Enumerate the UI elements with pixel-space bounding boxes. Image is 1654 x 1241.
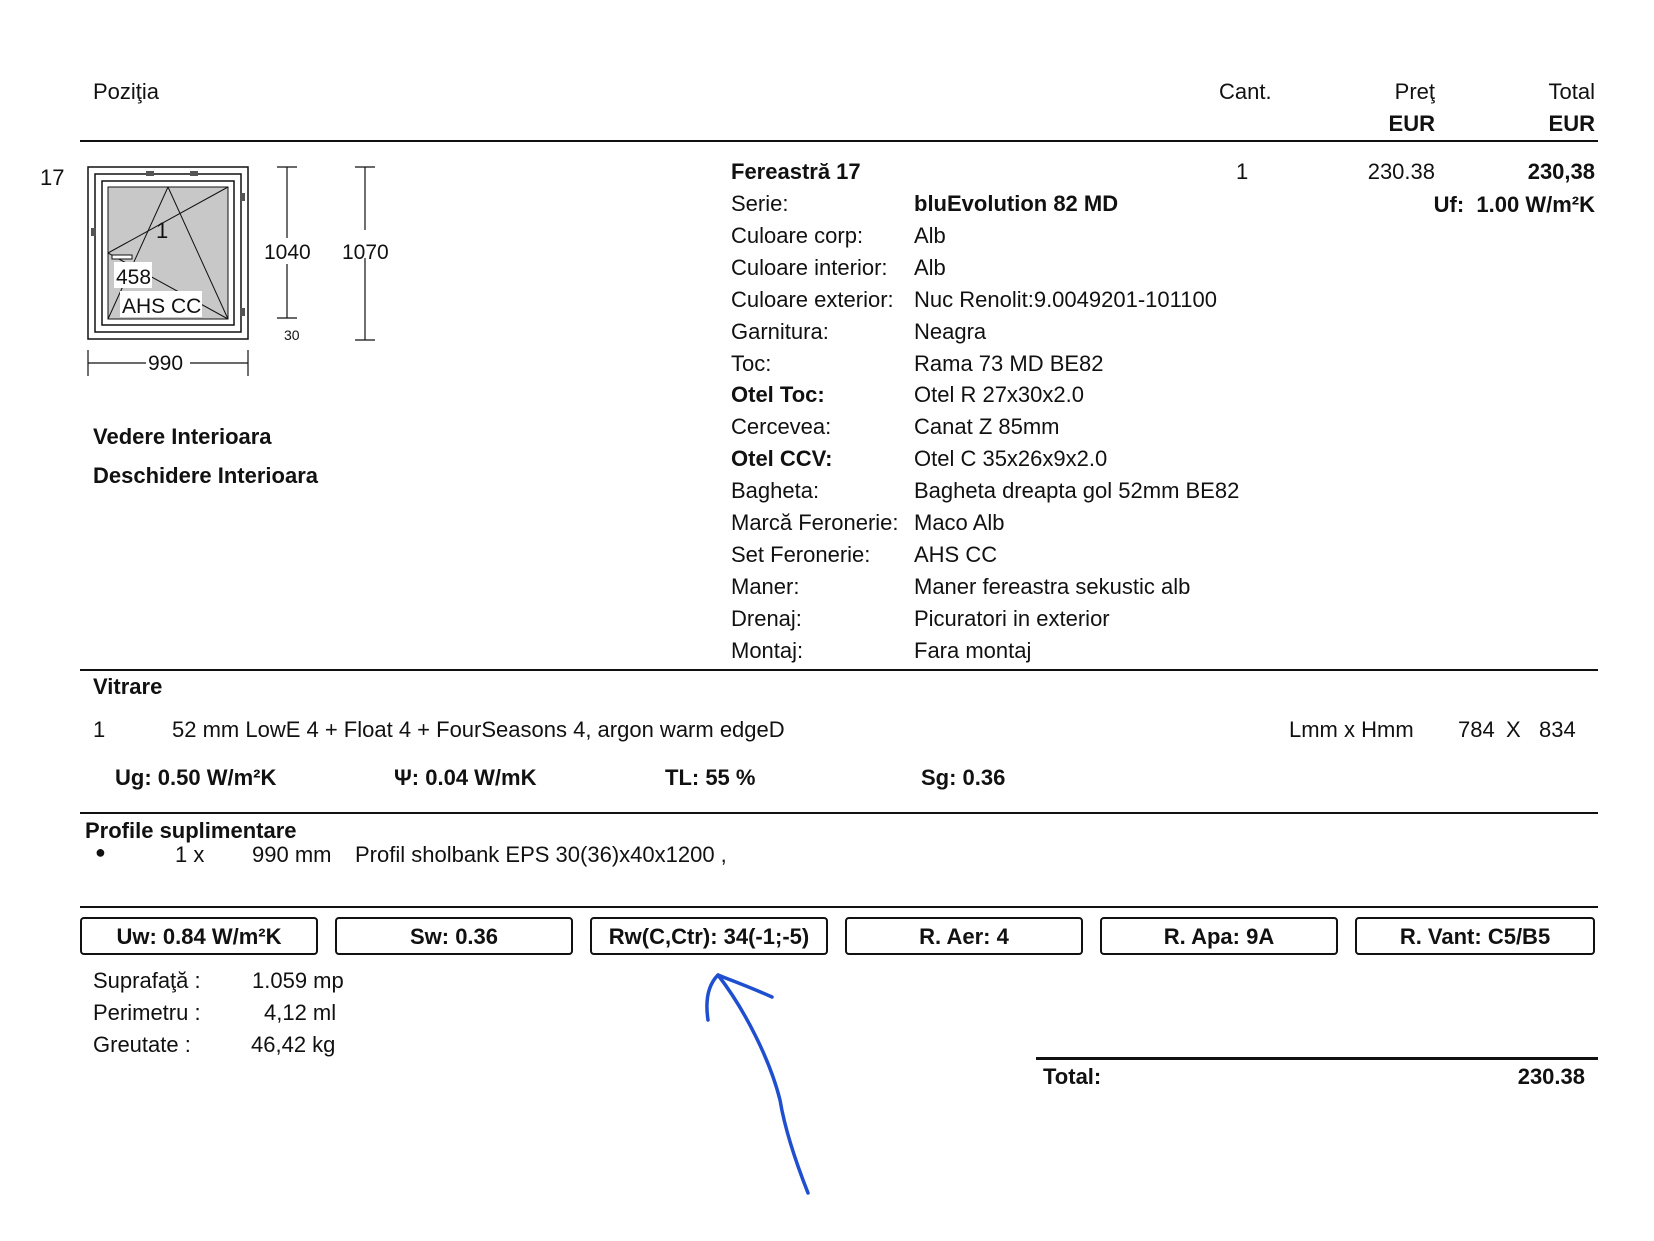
height-outer-dimension: 1070 (342, 241, 389, 264)
glazing-width: 784 (1458, 717, 1495, 742)
spec-label: Toc: (731, 351, 772, 376)
glazing-index: 1 (93, 717, 106, 742)
item-number: 17 (40, 165, 65, 190)
profile-bullet: ● (95, 842, 106, 862)
spec-value: Alb (914, 255, 946, 280)
weight-label: Greutate : (93, 1032, 191, 1057)
spec-label: Culoare exterior: (731, 287, 894, 312)
glazing-size-label: Lmm x Hmm (1289, 717, 1414, 742)
spec-value: Nuc Renolit:9.0049201-101100 (914, 287, 1217, 312)
spec-value: Otel R 27x30x2.0 (914, 382, 1084, 407)
spec-value: AHS CC (914, 542, 998, 567)
window-drawing (80, 158, 410, 380)
spec-label: Otel Toc: (731, 382, 825, 407)
spec-label: Otel CCV: (731, 446, 833, 471)
water-badge: R. Apa: 9A (1100, 917, 1338, 955)
tl-value: TL: 55 % (665, 765, 756, 790)
profile-quantity: 1 x (175, 842, 205, 867)
price-column-header: Preţ (1394, 79, 1435, 104)
total-currency: EUR (1548, 111, 1595, 136)
hardware-label: AHS CC (122, 295, 202, 318)
uf-value: Uf: 1.00 W/m²K (1433, 192, 1595, 217)
sg-value: Sg: 0.36 (921, 765, 1006, 790)
area-label: Suprafaţă : (93, 968, 201, 993)
uw-badge: Uw: 0.84 W/m²K (80, 917, 318, 955)
arrow-head-icon (707, 975, 772, 1020)
specs-divider (80, 669, 1598, 671)
total-column-header: Total (1548, 79, 1595, 104)
spec-label: Culoare interior: (731, 255, 888, 280)
spec-value: bluEvolution 82 MD (914, 191, 1119, 216)
rw-badge: Rw(C,Ctr): 34(-1;-5) (590, 917, 828, 955)
spec-value: Bagheta dreapta gol 52mm BE82 (914, 478, 1240, 503)
sw-badge: Sw: 0.36 (335, 917, 573, 955)
perimeter-value: 4,12 ml (264, 1000, 337, 1025)
spec-label: Bagheta: (731, 478, 820, 503)
spec-value: Fara montaj (914, 638, 1032, 663)
interior-view-label: Vedere Interioara (93, 424, 272, 449)
handle-icon (112, 255, 132, 259)
wind-badge: R. Vant: C5/B5 (1355, 917, 1595, 955)
item-unit-price: 230.38 (1367, 159, 1435, 184)
spec-value: Neagra (914, 319, 987, 344)
spec-label: Drenaj: (731, 606, 802, 631)
total-divider (1036, 1057, 1598, 1060)
perimeter-label: Perimetru : (93, 1000, 201, 1025)
interior-opening-label: Deschidere Interioara (93, 463, 318, 488)
glazing-size-separator: X (1506, 717, 1521, 742)
spec-value: Picuratori in exterior (914, 606, 1110, 631)
sill-dimension: 30 (284, 327, 300, 343)
quantity-column-header: Cant. (1219, 79, 1272, 104)
spec-value: Canat Z 85mm (914, 414, 1060, 439)
item-quantity: 1 (1236, 159, 1249, 184)
spec-label: Culoare corp: (731, 223, 864, 248)
handle-height: 458 (116, 266, 152, 289)
arrow-shaft-icon (718, 975, 808, 1193)
profiles-title: Profile suplimentare (85, 818, 297, 843)
grand-total-value: 230.38 (1517, 1064, 1585, 1089)
spec-label: Marcă Feronerie: (731, 510, 899, 535)
spec-value: Otel C 35x26x9x2.0 (914, 446, 1108, 471)
spec-value: Maco Alb (914, 510, 1005, 535)
price-currency: EUR (1388, 111, 1435, 136)
grand-total-label: Total: (1043, 1064, 1102, 1089)
glazing-divider (80, 812, 1598, 814)
weight-value: 46,42 kg (251, 1032, 336, 1057)
glazing-title: Vitrare (93, 674, 163, 699)
height-inner-dimension: 1040 (264, 241, 311, 264)
spec-label: Garnitura: (731, 319, 829, 344)
profile-length: 990 mm (252, 842, 332, 867)
spec-value: Alb (914, 223, 946, 248)
spec-label: Cercevea: (731, 414, 832, 439)
width-dimension: 990 (148, 352, 184, 375)
ug-value: Ug: 0.50 W/m²K (115, 765, 277, 790)
glazing-height: 834 (1539, 717, 1576, 742)
spec-label: Maner: (731, 574, 800, 599)
item-title: Fereastră 17 (731, 159, 861, 184)
spec-label: Montaj: (731, 638, 804, 663)
profile-description: Profil sholbank EPS 30(36)x40x1200 , (355, 842, 727, 867)
sash-number: 1 (156, 218, 169, 243)
spec-value: Maner fereastra sekustic alb (914, 574, 1191, 599)
item-total: 230,38 (1527, 159, 1595, 184)
spec-label: Serie: (731, 191, 789, 216)
area-value: 1.059 mp (252, 968, 344, 993)
glazing-description: 52 mm LowE 4 + Float 4 + FourSeasons 4, argon warm edgeD (172, 717, 785, 742)
spec-value: Rama 73 MD BE82 (914, 351, 1104, 376)
position-column-header: Poziţia (93, 79, 160, 104)
header-divider (80, 140, 1598, 142)
spec-label: Set Feronerie: (731, 542, 871, 567)
air-badge: R. Aer: 4 (845, 917, 1083, 955)
profiles-divider (80, 906, 1598, 908)
psi-value: Ψ: 0.04 W/mK (394, 765, 537, 790)
